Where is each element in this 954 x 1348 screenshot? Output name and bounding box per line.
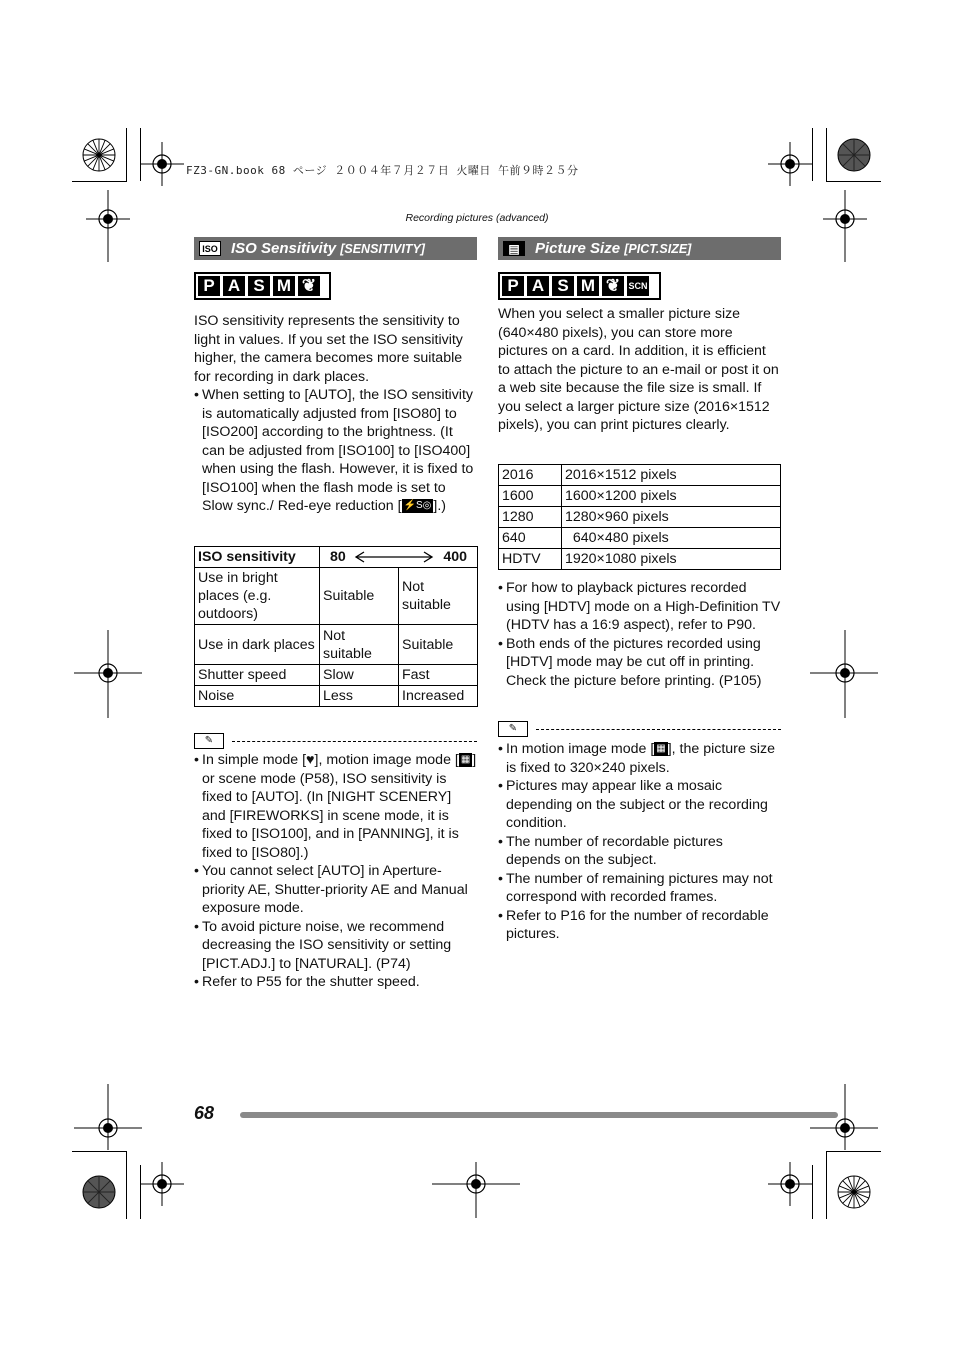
page-number: 68: [194, 1103, 215, 1123]
table-row: Use in bright places (e.g. outdoors) Suitable Not suitable: [195, 568, 478, 625]
list-item: • Both ends of the pictures recorded using [HDTV] mode may be cut off in printing. Check the picture before printing. (P105): [498, 635, 781, 691]
mode-m-icon: M: [577, 276, 599, 296]
table-row: Noise Less Increased: [195, 686, 478, 707]
iso-icon: ISO: [199, 241, 221, 256]
table-row: 1280 1280×960 pixels: [499, 507, 781, 528]
page-footer-bar: [240, 1112, 838, 1118]
iso-intro: ISO sensitivity represents the sensitivity to light in values. If you set the ISO sensitivity higher, the camera becomes more suitable for recording in dark places. • When setting to [AUTO], the ISO sensitivity is automatically adjusted from [ISO80] to [ISO200] according to the brightness. (It can be adjusted from [ISO100] to [ISO400] when using the flash. However, it is fixed to [ISO100] when the flash mode is set to Slow sync./ Red-eye reduction [ ⚡S◎ ].): [194, 312, 477, 516]
table-row: ISO sensitivity 80 400: [195, 547, 478, 568]
picture-size-note-header: [498, 721, 781, 737]
picture-size-section-header: [498, 237, 781, 260]
picture-size-icon: ▤: [503, 241, 525, 256]
table-row: Shutter speed Slow Fast: [195, 665, 478, 686]
note-icon: ✎: [194, 733, 224, 749]
simple-mode-heart-icon: ♥: [306, 752, 315, 768]
running-head: Recording pictures (advanced): [405, 212, 549, 224]
picture-size-notes: [498, 740, 781, 944]
picture-size-intro: When you select a smaller picture size (640×480 pixels), you can store more pictures on a card. In addition, it is efficient to attach the picture to an e-mail or post it on a web site because the file size is small. If you select a larger picture size (2016×1512 pixels), you can print pictures clearly.: [498, 306, 779, 433]
note-icon: ✎: [498, 721, 528, 737]
list-item: • You cannot select [AUTO] in Aperture-priority AE, Shutter-priority AE and Manual exposure mode.: [194, 862, 477, 918]
list-item: • Pictures may appear like a mosaic depending on the subject or the recording condition.: [498, 777, 781, 833]
table-row: 640 640×480 pixels: [499, 528, 781, 549]
picture-size-mode-icons: [498, 272, 661, 300]
list-item: • The number of remaining pictures may not correspond with recorded frames.: [498, 870, 781, 907]
iso-section-sub: [SENSITIVITY]: [340, 242, 425, 256]
picture-size-sub: [PICT.SIZE]: [624, 242, 692, 256]
iso-notes: [194, 751, 477, 992]
mode-a-icon: A: [527, 276, 549, 296]
mode-macro-icon: ❦: [602, 276, 624, 296]
list-item: • In motion image mode [ ▦ ], the picture size is fixed to 320×240 pixels.: [498, 740, 781, 777]
iso-mode-icons: [194, 272, 331, 300]
iso-section-header: [194, 237, 477, 260]
list-item: • To avoid picture noise, we recommend decreasing the ISO sensitivity or setting [PICT.ADJ.] to [NATURAL]. (P74): [194, 918, 477, 974]
mode-a-icon: A: [223, 276, 245, 296]
mode-s-icon: S: [248, 276, 270, 296]
iso-table: [194, 546, 478, 707]
mode-scn-icon: SCN: [627, 276, 649, 296]
mode-macro-icon: ❦: [298, 276, 320, 296]
list-item: • Refer to P55 for the shutter speed.: [194, 973, 477, 992]
motion-image-icon: ▦: [460, 754, 471, 766]
print-header: FZ3-GN.book 68 ページ ２００４年７月２７日 火曜日 午前９時２５分: [186, 164, 579, 177]
flash-slow-sync-icon: ⚡S◎: [403, 500, 432, 512]
picture-size-table: [498, 464, 781, 570]
list-item: • Refer to P16 for the number of recordable pictures.: [498, 907, 781, 944]
motion-image-icon: ▦: [656, 743, 666, 755]
iso-section-title: ISO Sensitivity: [231, 240, 337, 257]
range-arrow-icon: [353, 551, 435, 563]
table-row: 2016 2016×1512 pixels: [499, 465, 781, 486]
mode-p-icon: P: [502, 276, 524, 296]
list-item: • The number of recordable pictures depends on the subject.: [498, 833, 781, 870]
mode-m-icon: M: [273, 276, 295, 296]
iso-note-header: [194, 733, 477, 749]
list-item: • In simple mode [♥], motion image mode [ ▦ ] or scene mode (P58), ISO sensitivity is fixed to [AUTO]. (In [NIGHT SCENERY] and [FIREWORKS] in scene mode, it is fixed to [ISO100], and in [PANNING], it is fixed to [ISO80].): [194, 751, 477, 862]
iso-bullet-auto: • When setting to [AUTO], the ISO sensitivity is automatically adjusted from [ISO80] to [ISO200] according to the brightness. (It can be adjusted from [ISO100] to [ISO400] when using the flash. However, it is fixed to [ISO100] when the flash mode is set to Slow sync./ Red-eye reduction [ ⚡S◎ ].): [194, 386, 477, 516]
mode-p-icon: P: [198, 276, 220, 296]
mode-s-icon: S: [552, 276, 574, 296]
picture-size-title: Picture Size: [535, 240, 621, 257]
list-item: • For how to playback pictures recorded using [HDTV] mode on a High-Definition TV (HDTV has a 16:9 aspect), refer to P90.: [498, 579, 781, 635]
table-row: 1600 1600×1200 pixels: [499, 486, 781, 507]
table-row: Use in dark places Not suitable Suitable: [195, 625, 478, 665]
picture-size-bullets: [498, 579, 781, 690]
table-row: HDTV 1920×1080 pixels: [499, 549, 781, 570]
